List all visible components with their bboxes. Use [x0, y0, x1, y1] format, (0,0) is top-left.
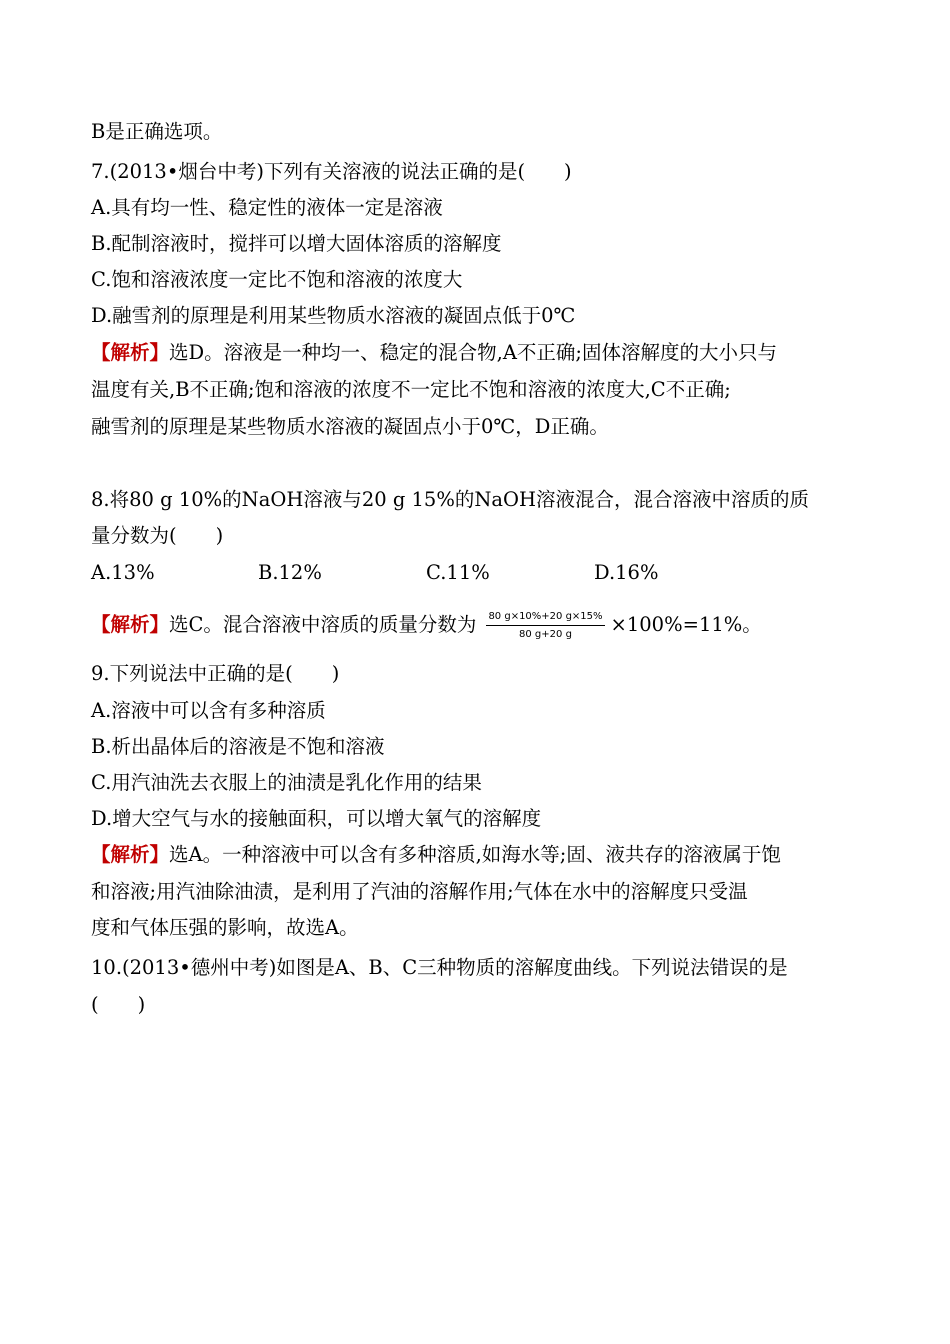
fraction — [486, 610, 604, 641]
analysis-text-end: ×100%=11%。 — [610, 613, 762, 636]
question-7-option-a: A.具有均一性、稳定性的液体一定是溶液 — [91, 196, 443, 219]
analysis-label: 【解析】 — [91, 843, 170, 866]
fraction-numerator: 80 g×10%+20 g×15% — [486, 610, 604, 626]
question-9-analysis-cont: 和溶液;用汽油除油渍，是利用了汽油的溶解作用;气体在水中的溶解度只受温 — [91, 880, 748, 903]
question-8-analysis — [91, 610, 762, 641]
question-8-stem-cont: 量分数为( ) — [91, 524, 224, 547]
analysis-text: 选A。一种溶液中可以含有多种溶质,如海水等;固、液共存的溶液属于饱 — [169, 843, 781, 866]
question-9-option-b: B.析出晶体后的溶液是不饱和溶液 — [91, 735, 385, 758]
question-8-stem: 8.将80 g 10%的NaOH溶液与20 g 15%的NaOH溶液混合，混合溶液中溶质的质 — [91, 488, 810, 511]
question-7-option-b: B.配制溶液时，搅拌可以增大固体溶质的溶解度 — [91, 232, 502, 255]
question-9-option-a: A.溶液中可以含有多种溶质 — [91, 699, 326, 722]
question-10-stem: 10.(2013•德州中考)如图是A、B、C三种物质的溶解度曲线。下列说法错误的是 — [91, 956, 788, 979]
question-9-option-d: D.增大空气与水的接触面积，可以增大氧气的溶解度 — [91, 807, 542, 830]
analysis-label: 【解析】 — [91, 341, 170, 364]
question-7-analysis-cont: 温度有关,B不正确;饱和溶液的浓度不一定比不饱和溶液的浓度大,C不正确; — [91, 378, 731, 401]
question-7-stem: 7.(2013•烟台中考)下列有关溶液的说法正确的是( ) — [91, 160, 572, 183]
analysis-text: 选D。溶液是一种均一、稳定的混合物,A不正确;固体溶解度的大小只与 — [169, 341, 778, 364]
analysis-text: 选C。混合溶液中溶质的质量分数为 — [169, 613, 477, 636]
question-8-option-d: D.16% — [594, 561, 659, 584]
question-9-option-c: C.用汽油洗去衣服上的油渍是乳化作用的结果 — [91, 771, 482, 794]
question-7-option-d: D.融雪剂的原理是利用某些物质水溶液的凝固点低于0℃ — [91, 304, 576, 327]
analysis-label: 【解析】 — [91, 613, 170, 636]
question-7-analysis — [91, 341, 777, 365]
question-10-stem-cont: ( ) — [91, 993, 146, 1016]
question-7-option-c: C.饱和溶液浓度一定比不饱和溶液的浓度大 — [91, 268, 463, 291]
question-9-analysis-cont: 度和气体压强的影响，故选A。 — [91, 916, 359, 939]
fraction-denominator: 80 g+20 g — [519, 629, 572, 640]
question-9-stem: 9.下列说法中正确的是( ) — [91, 662, 340, 685]
question-8-option-c: C.11% — [426, 561, 490, 584]
question-8-option-a: A.13% — [91, 561, 155, 584]
question-8-option-b: B.12% — [258, 561, 322, 584]
question-8-options — [91, 561, 658, 585]
question-9-analysis — [91, 843, 781, 867]
text-line: B是正确选项。 — [91, 120, 223, 143]
question-7-analysis-cont: 融雪剂的原理是某些物质水溶液的凝固点小于0℃，D正确。 — [91, 415, 609, 438]
